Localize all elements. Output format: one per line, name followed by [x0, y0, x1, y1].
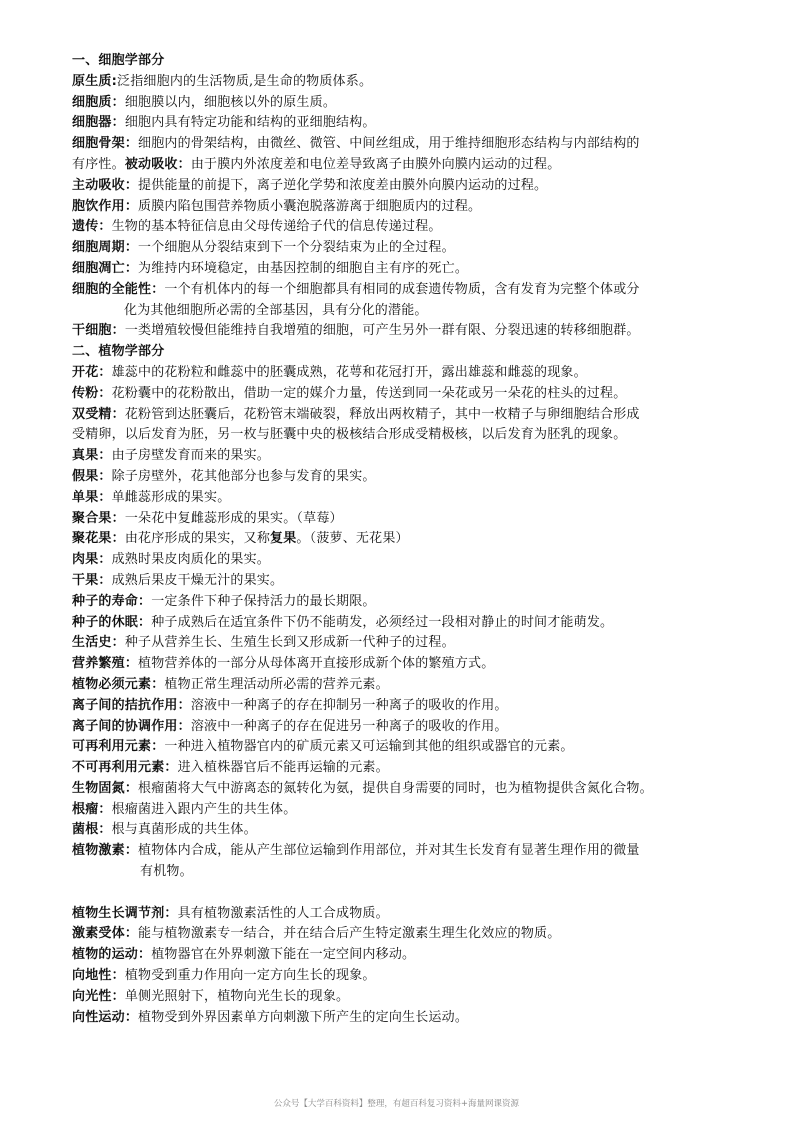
entry-heredity: 遗传：生物的基本特征信息由父母传递给子代的信息传递过程。 — [72, 219, 442, 235]
entry-apoptosis: 细胞凋亡：为维持内环境稳定，由基因控制的细胞自主有序的死亡。 — [72, 260, 469, 276]
entry-phototropism: 向光性：单侧光照射下，植物向光生长的现象。 — [72, 988, 350, 1004]
entry-pinocytosis: 胞饮作用：质膜内陷包围营养物质小囊泡脱落游离于细胞质内的过程。 — [72, 198, 482, 214]
entry-life-history: 生活史：种子从营养生长、生殖生长到又形成新一代种子的过程。 — [72, 635, 455, 651]
entry-essential-elements: 植物必须元素：植物正常生理活动所必需的营养元素。 — [72, 676, 389, 692]
blank-line — [72, 883, 692, 904]
entry-plant-hormone: 植物激素：植物体内合成，能从产生部位运输到作用部位，并对其生长发育有显著生理作用的微量 — [72, 843, 640, 859]
document-page — [72, 51, 692, 1028]
entry-multiple-fruit: 聚花果：由花序形成的果实，又称复果。（菠萝、无花果） — [72, 531, 409, 547]
entry-seed-longevity: 种子的寿命：一定条件下种子保持活力的最长期限。 — [72, 593, 376, 609]
entry-cytoskeleton-cont: 有序性。被动吸收：由于膜内外浓度差和电位差导致离子由膜外向膜内运动的过程。 — [72, 156, 561, 172]
entry-double-fertilization: 双受精：花粉管到达胚囊后，花粉管末端破裂，释放出两枚精子，其中一枚精子与卵细胞结合形成 — [72, 406, 640, 422]
entry-cell-cycle: 细胞周期：一个细胞从分裂结束到下一个分裂结束为止的全过程。 — [72, 240, 455, 256]
entry-aggregate-fruit: 聚合果：一朵花中复雌蕊形成的果实。（草莓） — [72, 510, 343, 526]
entry-cytoskeleton: 细胞骨架：细胞内的骨架结构，由微丝、微管、中间丝组成，用于维持细胞形态结构与内部结构的 — [72, 136, 640, 152]
entry-pollination: 传粉：花粉囊中的花粉散出，借助一定的媒介力量，传送到同一朵花或另一朵花的柱头的过程。 — [72, 385, 627, 401]
entry-cytoplasm: 细胞质：细胞膜以内，细胞核以外的原生质。 — [72, 94, 337, 110]
entry-true-fruit: 真果：由子房壁发育而来的果实。 — [72, 448, 271, 464]
entry-ion-antagonism: 离子间的拮抗作用：溶液中一种离子的存在抑制另一种离子的吸收的作用。 — [72, 697, 508, 713]
entry-false-fruit: 假果：除子房壁外，花其他部分也参与发育的果实。 — [72, 468, 376, 484]
entry-hormone-receptor: 激素受体：能与植物激素专一结合，并在结合后产生特定激素生理生化效应的物质。 — [72, 926, 561, 942]
entry-totipotency-cont: 化为其他细胞所必需的全部基因，具有分化的潜能。 — [124, 302, 428, 318]
entry-simple-fruit: 单果：单雌蕊形成的果实。 — [72, 489, 231, 505]
entry-double-fertilization-cont: 受精卵，以后发育为胚，另一枚与胚囊中央的极核结合形成受精极核，以后发育为胚乳的现象。 — [72, 427, 627, 443]
entry-nitrogen-fixation: 生物固氮：根瘤菌将大气中游离态的氮转化为氨，提供自身需要的同时，也为植物提供含氮化合物。 — [72, 780, 653, 796]
entry-passive-absorption-term: 被动吸收 — [124, 156, 178, 172]
entry-flowering: 开花：雄蕊中的花粉粒和雌蕊中的胚囊成熟，花萼和花冠打开，露出雄蕊和雌蕊的现象。 — [72, 364, 587, 380]
footer-watermark: 公众号【大学百科资料】整理，有超百科复习资料+海量网课资源 — [273, 1099, 520, 1109]
entry-tropism: 向性运动：植物受到外界因素单方向刺激下所产生的定向生长运动。 — [72, 1009, 469, 1025]
section-heading-cell-biology: 一、细胞学部分 — [72, 53, 165, 68]
entry-growth-regulator: 植物生长调节剂：具有植物激素活性的人工合成物质。 — [72, 905, 389, 921]
entry-gravitropism: 向地性：植物受到重力作用向一定方向生长的现象。 — [72, 968, 376, 984]
entry-mycorrhiza: 菌根：根与真菌形成的共生体。 — [72, 822, 257, 838]
entry-ion-synergism: 离子间的协调作用：溶液中一种离子的存在促进另一种离子的吸收的作用。 — [72, 718, 508, 734]
entry-plant-movement: 植物的运动：植物器官在外界刺激下能在一定空间内移动。 — [72, 947, 416, 963]
entry-root-nodule: 根瘤：根瘤菌进入跟内产生的共生体。 — [72, 801, 297, 817]
entry-organelle: 细胞器：细胞内具有特定功能和结构的亚细胞结构。 — [72, 115, 376, 131]
entry-non-reusable-elements: 不可再利用元素：进入植株器官后不能再运输的元素。 — [72, 760, 389, 776]
entry-reusable-elements: 可再利用元素：一种进入植物器官内的矿质元素又可运输到其他的组织或器官的元素。 — [72, 739, 574, 755]
section-heading-botany: 二、植物学部分 — [72, 344, 165, 360]
entry-plant-hormone-cont: 有机物。 — [140, 864, 193, 880]
entry-protoplasm: 原生质:泛指细胞内的生活物质,是生命的物质体系。 — [72, 73, 373, 89]
entry-totipotency: 细胞的全能性：一个有机体内的每一个细胞都具有相同的成套遗传物质，含有发育为完整个体或分 — [72, 281, 640, 297]
entry-active-absorption: 主动吸收：提供能量的前提下，离子逆化学势和浓度差由膜外向膜内运动的过程。 — [72, 177, 548, 193]
entry-fleshy-fruit: 肉果：成熟时果皮肉质化的果实。 — [72, 552, 271, 568]
entry-dry-fruit: 干果：成熟后果皮干燥无汁的果实。 — [72, 572, 284, 588]
entry-seed-dormancy: 种子的休眠：种子成熟后在适宜条件下仍不能萌发，必须经过一段相对静止的时间才能萌发。 — [72, 614, 614, 630]
entry-stem-cell: 干细胞：一类增殖较慢但能维持自我增殖的细胞，可产生另外一群有限、分裂迅速的转移细胞群。 — [72, 323, 640, 339]
entry-vegetative-propagation: 营养繁殖：植物营养体的一部分从母体离开直接形成新个体的繁殖方式。 — [72, 656, 495, 672]
